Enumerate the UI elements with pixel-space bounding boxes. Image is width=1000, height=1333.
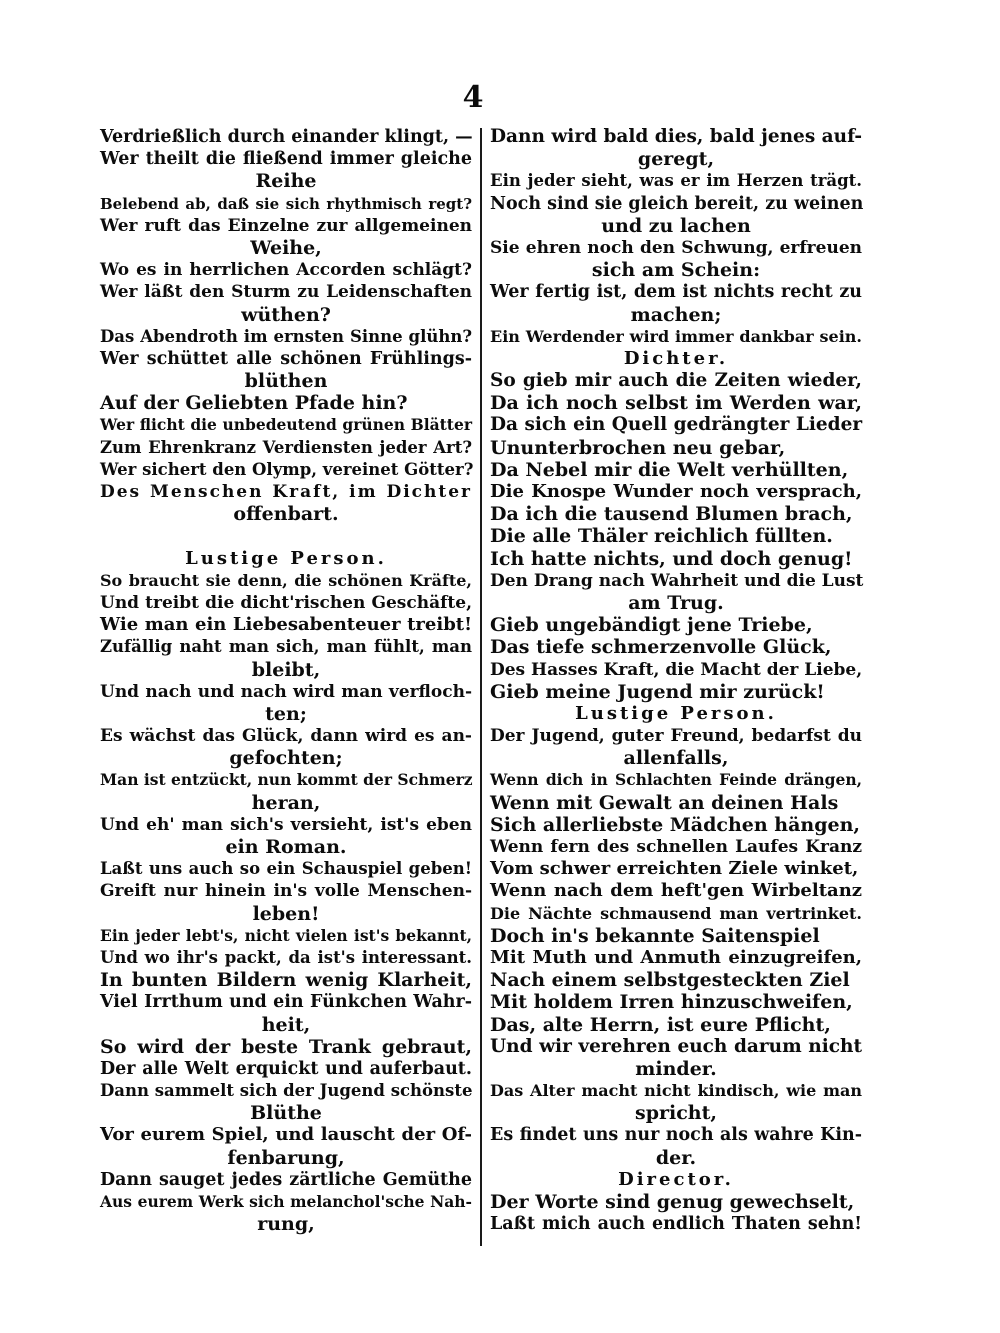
verse-line: Zufällig naht man sich, man fühlt, man [100,637,472,657]
verse-line: Laßt mich auch endlich Thaten sehn! [490,1214,862,1235]
verse-line: Da sich ein Quell gedrängter Lieder [490,414,863,436]
verse-line: spricht, [635,1102,717,1125]
verse-line: Des Menschen Kraft, im Dichter [100,482,472,502]
verse-line: heit, [261,1013,311,1036]
verse-line: Wenn nach dem heft'gen Wirbeltanz [490,880,862,902]
verse-line: Wenn mit Gewalt an deinen Hals [490,791,839,814]
verse-line: Den Drang nach Wahrheit und die Lust [490,570,864,591]
verse-line: Des Hasses Kraft, die Macht der Liebe, [490,659,863,680]
verse-line: ten; [265,702,307,725]
verse-line: allenfalls, [623,747,729,770]
verse-line: Blüthe [250,1102,322,1125]
verse-line: am Trug. [628,591,724,614]
verse-line: Greift nur hinein in's volle Menschen- [100,881,472,902]
verse-line: Vor eurem Spiel, und lauscht der Of- [100,1124,472,1146]
verse-line: rung, [257,1213,315,1236]
verse-line: Wer schüttet alle schönen Frühlings- [100,348,472,369]
verse-line: Dann wird bald dies, bald jenes auf- [490,126,863,147]
speaker-heading: Director. [618,1168,734,1190]
verse-line: Wer fertig ist, dem ist nichts recht zu [490,282,862,303]
verse-line: Weihe, [250,236,322,259]
verse-line: Laßt uns auch so ein Schauspiel geben! [100,859,472,879]
verse-line: Gieb meine Jugend mir zurück! [490,680,825,703]
left-text-column [100,126,472,1235]
verse-line: Dann sauget jedes zärtliche Gemüthe [100,1169,472,1190]
verse-line: So braucht sie denn, die schönen Kräfte, [100,570,472,590]
verse-line: Wer theilt die fließend immer gleiche [100,149,472,170]
verse-line: Das Alter macht nicht kindisch, wie man [490,1081,862,1101]
verse-line: geregt, [637,148,715,171]
verse-line: Das tiefe schmerzenvolle Glück, [490,636,832,659]
verse-line: Da ich noch selbst im Werden war, [490,392,862,415]
verse-line: Man ist entzückt, nun kommt der Schmerz [100,770,473,790]
verse-line: Es findet uns nur noch als wahre Kin- [490,1125,862,1146]
verse-line: Aus eurem Werk sich melanchol'sche Nah- [100,1192,472,1211]
verse-line: Es wächst das Glück, dann wird es an- [100,726,472,747]
verse-line: Und wo ihr's packt, da ist's interessant. [100,947,472,967]
verse-line: Da Nebel mir die Welt verhüllten, [490,458,849,481]
verse-line: ein Roman. [225,836,347,858]
verse-line: gefochten; [229,747,343,770]
verse-line: Auf der Geliebten Pfade hin? [100,392,408,415]
verse-line: Noch sind sie gleich bereit, zu weinen [490,193,864,214]
verse-line: Die Nächte schmausend man vertrinket. [490,903,862,923]
speaker-heading: Lustige Person. [185,547,387,569]
verse-line: Reihe [255,170,317,193]
verse-line: Die alle Thäler reichlich füllten. [490,525,833,548]
verse-line: Belebend ab, daß sie sich rhythmisch regt? [100,194,472,213]
verse-line: bleibt, [251,658,321,681]
verse-line: Sie ehren noch den Schwung, erfreuen [490,237,862,258]
verse-line: Verdrießlich durch einander klingt, — [100,127,473,147]
verse-line: Ein Werdender wird immer dankbar sein. [490,326,862,346]
right-text-column [490,126,862,1235]
verse-line: Wenn fern des schnellen Laufes Kranz [490,837,862,857]
verse-line: Zum Ehrenkranz Verdiensten jeder Art? [100,437,472,457]
verse-line: Ein jeder sieht, was er im Herzen trägt. [490,171,862,191]
blank-line [100,525,472,547]
verse-line: Dann sammelt sich der Jugend schönste [100,1081,473,1101]
verse-line: Der Worte sind genug gewechselt, [490,1191,855,1213]
speaker-heading: Dichter. [623,347,729,369]
verse-line: So wird der beste Trank gebraut, [100,1035,472,1058]
verse-line: Vom schwer erreichten Ziele winket, [490,858,859,880]
verse-line: Wer sichert den Olymp, vereinet Götter? [100,459,474,479]
column-divider [480,128,482,1246]
verse-line: machen; [630,303,722,326]
verse-line: blüthen [244,370,328,393]
verse-line: Ich hatte nichts, und doch genug! [490,547,853,570]
verse-line: sich am Schein: [591,259,761,282]
verse-line: Das Abendroth im ernsten Sinne glühn? [100,326,472,346]
verse-line: Mit holdem Irren hinzuschweifen, [490,991,853,1014]
verse-line: und zu lachen [601,214,751,237]
verse-line: wüthen? [241,303,331,326]
verse-line: Wo es in herrlichen Accorden schlägt? [100,260,472,281]
verse-line: Wer läßt den Sturm zu Leidenschaften [100,282,472,303]
verse-line: Und wir verehren euch darum nicht [490,1035,862,1057]
verse-line: Ein jeder lebt's, nicht vielen ist's bekannt, [100,925,472,945]
verse-line: Viel Irrthum und ein Fünkchen Wahr- [100,992,472,1013]
verse-line: So gieb mir auch die Zeiten wieder, [490,370,862,392]
verse-line: der. [655,1146,697,1169]
page-number: 4 [462,80,484,115]
verse-line: leben! [252,902,320,925]
verse-line: Wer flicht die unbedeutend grünen Blätter [100,415,472,435]
verse-line: heran, [251,791,321,814]
verse-line: Und eh' man sich's versieht, ist's eben [100,814,472,835]
verse-line: Und nach und nach wird man verfloch- [100,681,472,702]
verse-line: Und treibt die dicht'rischen Geschäfte, [100,592,472,613]
verse-line: Wenn dich in Schlachten Feinde drängen, [490,770,862,790]
verse-line: Nach einem selbstgesteckten Ziel [490,969,850,992]
verse-line: fenbarung, [227,1146,345,1169]
speaker-heading: Lustige Person. [575,702,777,724]
verse-line: Doch in's bekannte Saitenspiel [490,924,820,947]
verse-line: Das, alte Herrn, ist eure Pflicht, [490,1013,831,1036]
verse-line: Wer ruft das Einzelne zur allgemeinen [100,215,472,236]
verse-line: minder. [635,1057,717,1080]
verse-line: Wie man ein Liebesabenteuer treibt! [100,614,472,636]
verse-line: Der Jugend, guter Freund, bedarfst du [490,726,862,747]
verse-line: Der alle Welt erquickt und auferbaut. [100,1058,472,1079]
verse-line: Sich allerliebste Mädchen hängen, [490,813,861,836]
verse-line: Mit Muth und Anmuth einzugreifen, [490,946,862,968]
verse-line: Ununterbrochen neu gebar, [490,436,786,459]
verse-line: offenbart. [233,503,339,526]
verse-line: Da ich die tausend Blumen brach, [490,503,853,526]
verse-line: Gieb ungebändigt jene Triebe, [490,614,813,637]
verse-line: In bunten Bildern wenig Klarheit, [100,969,472,992]
verse-line: Die Knospe Wunder noch versprach, [490,481,862,502]
